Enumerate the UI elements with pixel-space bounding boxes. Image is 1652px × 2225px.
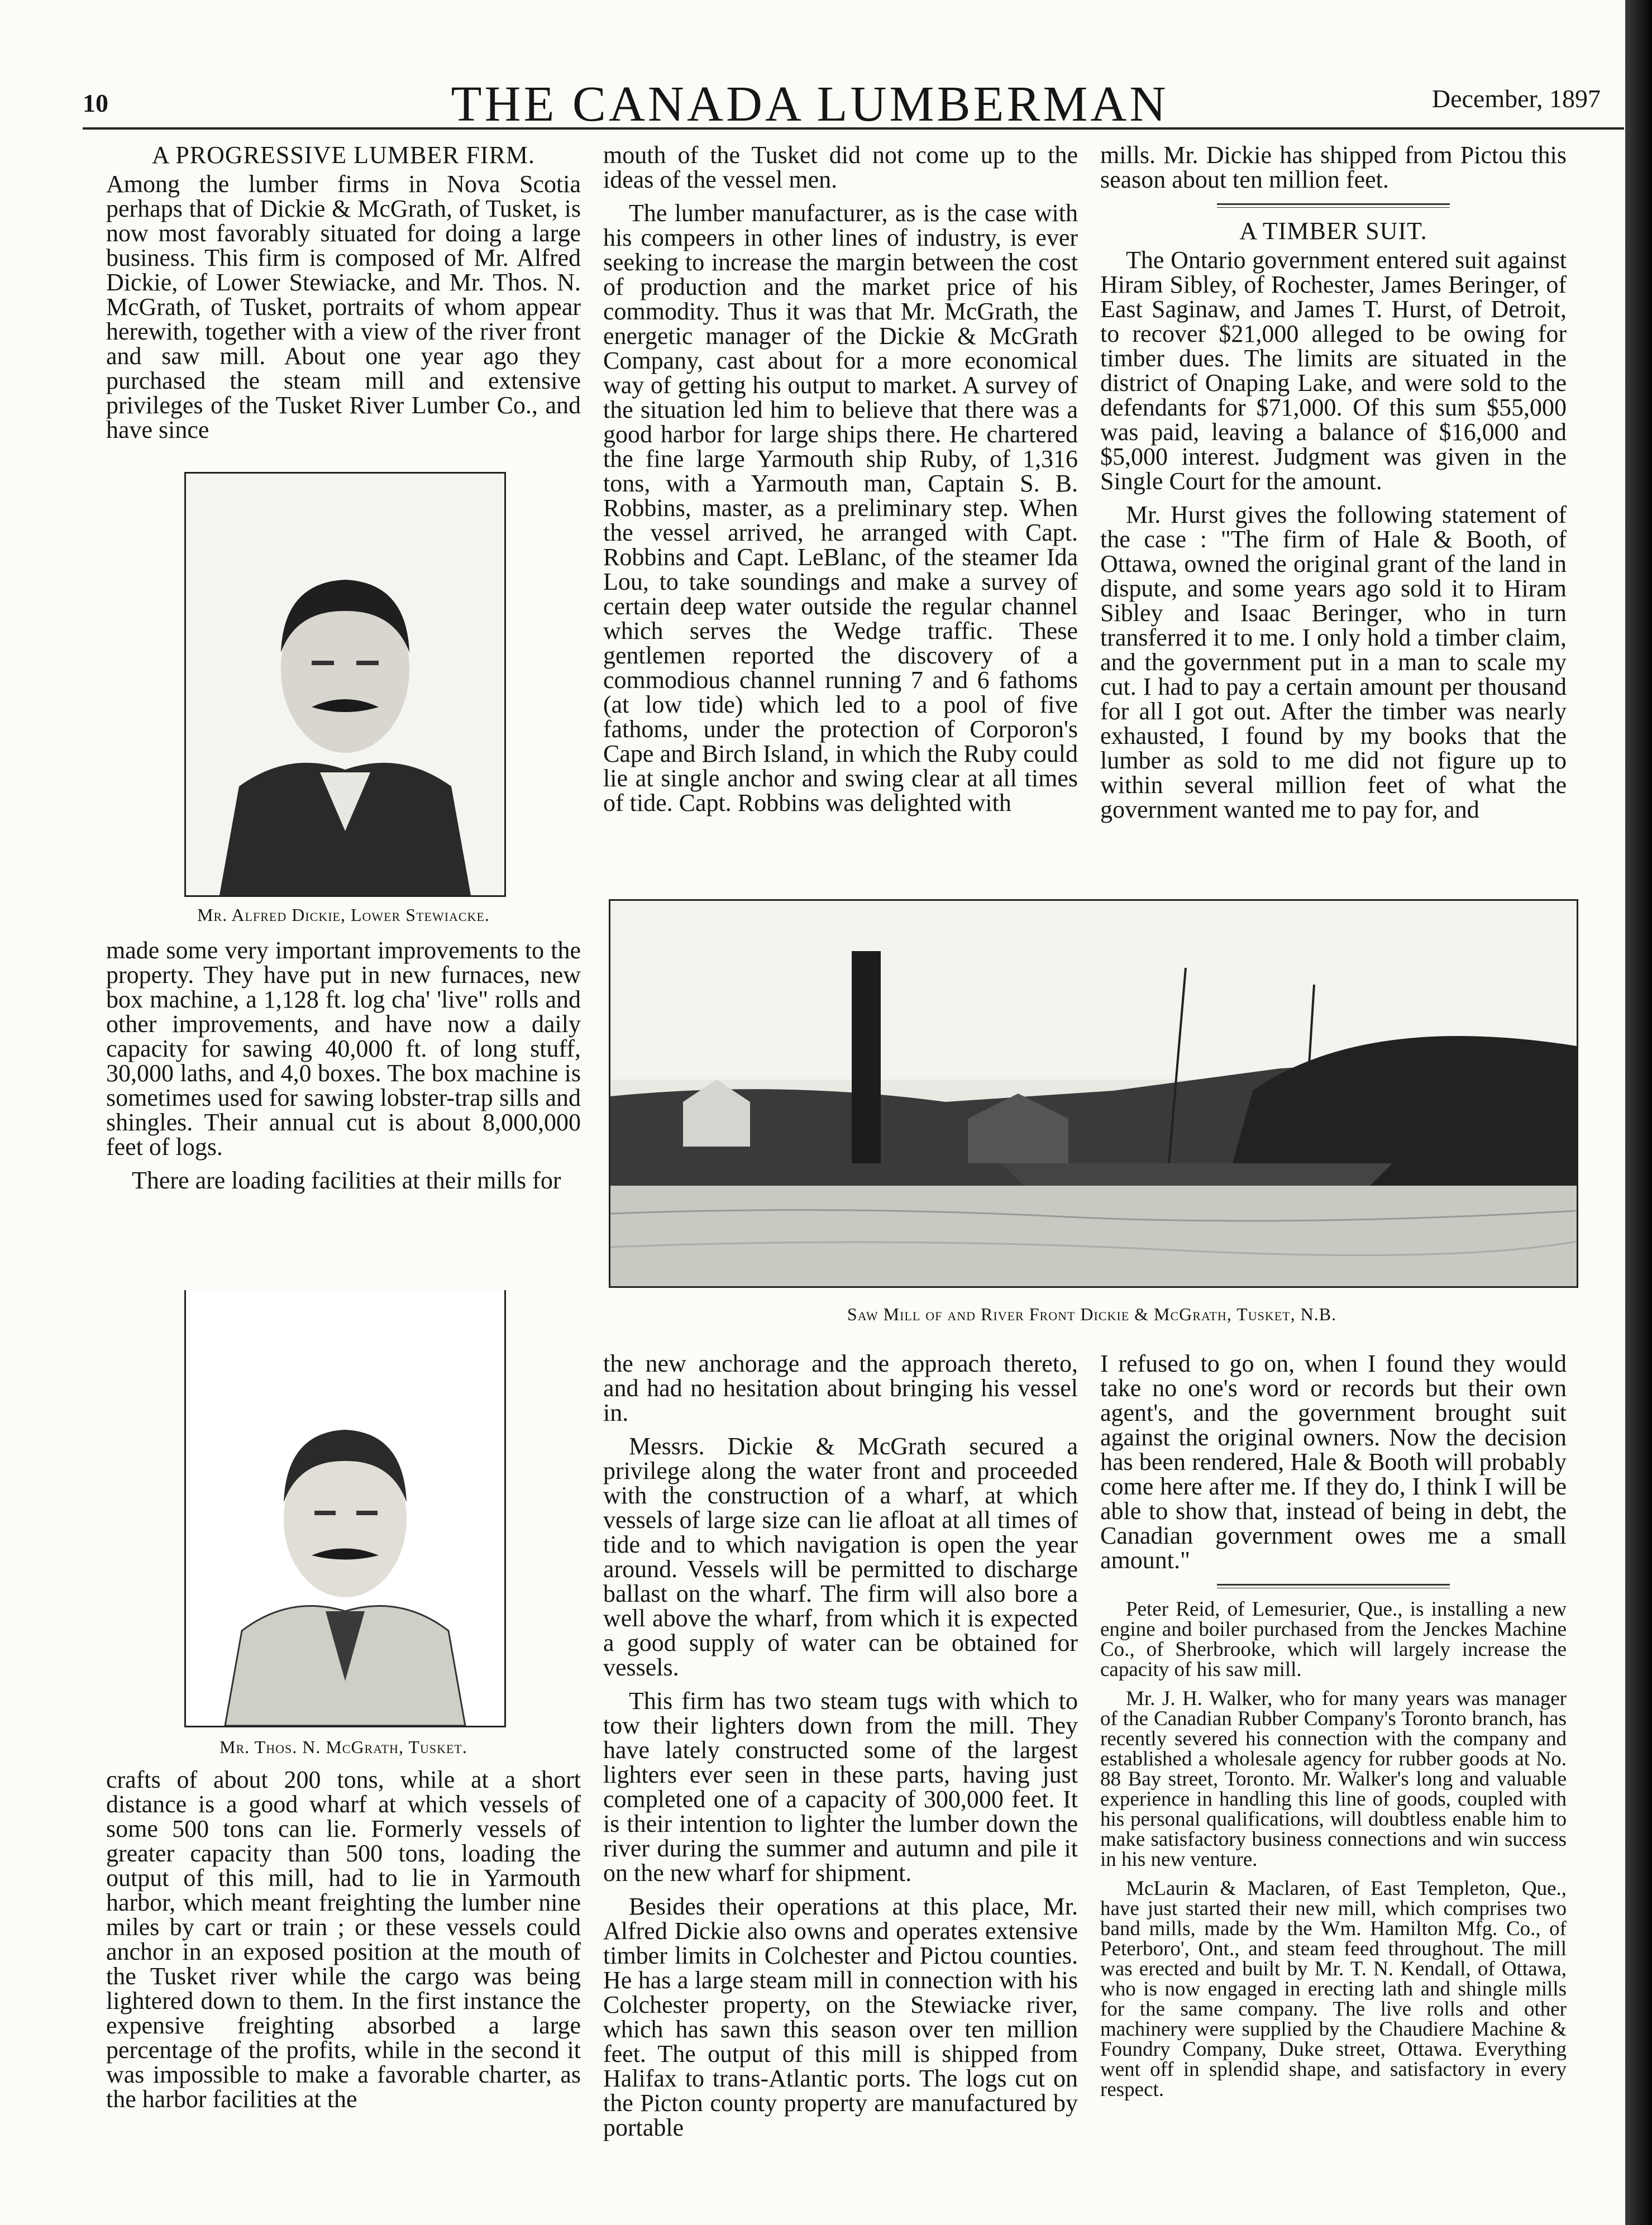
column-1-middle xyxy=(106,938,581,1202)
photo-saw-mill-river-front xyxy=(609,899,1578,1288)
column-1-bottom xyxy=(106,1768,581,2121)
article1-paragraph: mouth of the Tusket did not come up to the ideas of the vessel men. xyxy=(603,141,1078,193)
article1-paragraph: made some very important improvements to the property. They have put in new furnaces, new box machine, a 1,128 ft. log cha' 'live" rolls and other improvements, and have now a daily capacity for sawing 40,000 ft. of long stuff, 30,000 laths, and 4,0 boxes. The box machine is sometimes used for sawing lobster-trap sills and shingles. Their annual cut is about 8,000,000 feet of logs. xyxy=(106,937,581,1161)
article2-paragraph: I refused to go on, when I found they would take no one's word or records but their own agent's, and the government brought suit against the original owners. Now the decision has been rendered, Hale & Booth will probably come here after me. If they do, I think I will be able to show that, instead of being in debt, the Canadian government owes me a small amount." xyxy=(1100,1350,1567,1574)
saw-mill-image xyxy=(610,901,1577,1286)
column-1-top xyxy=(106,143,581,451)
news-note: Peter Reid, of Lemesurier, Que., is installing a new engine and boiler purchased from the Jenckes Machine Co., of Sherbrooke, which will largely increase the capacity of his saw mill. xyxy=(1100,1598,1567,1681)
article1-paragraph: There are loading facilities at their mills for xyxy=(132,1167,561,1194)
article1-paragraph: Among the lumber firms in Nova Scotia perhaps that of Dickie & McGrath, of Tusket, is now most favorably situated for doing a large business. This firm is composed of Mr. Alfred Dickie, of Lower Stewiacke, and Mr. Thos. N. McGrath, of Tusket, portraits of whom appear herewith, together with a view of the river front and saw mill. About one year ago they purchased the steam mill and extensive privileges of the Tusket River Lumber Co., and have since xyxy=(106,170,581,443)
column-3-bottom xyxy=(1100,1352,1567,2109)
caption-dickie: Mr. Alfred Dickie, Lower Stewiacke. xyxy=(197,905,490,925)
column-2-bottom xyxy=(603,1352,1078,2149)
article1-paragraph: Besides their operations at this place, Mr. Alfred Dickie also owns and operates extensive timber limits in Colchester and Pictou counties. He has a large steam mill in connection with his Colchester property, on the Stewiacke river, which has sawn this season over ten million feet. The output of this mill is shipped from Halifax to trans-Atlantic ports. The logs cut on the Picton county property are manufactured by portable xyxy=(603,1893,1078,2141)
article1-paragraph: the new anchorage and the approach thereto, and had no hesitation about bringing his vessel in. xyxy=(603,1350,1078,1426)
article1-paragraph: crafts of about 200 tons, while at a short distance is a good wharf at which vessels of some 500 tons can lie. Formerly vessels of greater capacity than 500 tons, loading the output of this mill, had to lie in Yarmouth harbor, which meant freighting the lumber nine miles by cart or train ; or these vessels could anchor in an exposed position at the mouth of the Tusket river while the cargo was being lightered down to them. In the first instance the expensive freighting absorbed a large percentage of the profits, while in the second it was impossible to make a favorable charter, as the harbor facilities at the xyxy=(106,1766,581,2113)
portrait-mcgrath-image xyxy=(186,1290,504,1726)
news-note: Mr. J. H. Walker, who for many years was manager of the Canadian Rubber Company's Toronto branch, has recently severed his connection with the company and established a wholesale agency for rubber goods at No. 88 Bay street, Toronto. Mr. Walker's long and valuable experience in handling this line of goods, coupled with his personal qualifications, will doubtless enable him to make satisfactory business connections and win success in his new venture. xyxy=(1100,1687,1567,1871)
portrait-alfred-dickie xyxy=(184,472,506,897)
article-title-progressive-lumber-firm: A PROGRESSIVE LUMBER FIRM. xyxy=(151,141,536,169)
article1-paragraph: mills. Mr. Dickie has shipped from Pictou this season about ten million feet. xyxy=(1100,141,1567,193)
article-title-timber-suit: A TIMBER SUIT. xyxy=(1239,217,1427,245)
article1-paragraph: This firm has two steam tugs with which to tow their lighters down from the mill. They have lately constructed some of the largest lighters ever seen in these parts, having just completed one of a capacity of 300,000 feet. It is their intention to lighter the lumber down the river during the summer and autumn and pile it on the new wharf for shipment. xyxy=(603,1687,1078,1887)
section-divider xyxy=(1217,203,1450,208)
column-3-top xyxy=(1100,143,1567,831)
scan-edge-shadow xyxy=(1625,0,1652,2225)
news-note: McLaurin & Maclaren, of East Templeton, Que., have just started their new mill, which comprises two band mills, made by the Wm. Hamilton Mfg. Co., of Peterboro', Ont., and steam feed throughout. The mill was erected and built by Mr. T. N. Kendall, of Ottawa, who is now engaged in erecting lath and shingle mills for the same company. The live rolls and other machinery were supplied by the Chaudiere Machine & Foundry Company, Duke street, Ottawa. Everything went off in splendid shape, and satisfactory in every respect. xyxy=(1100,1877,1567,2101)
article1-paragraph: Messrs. Dickie & McGrath secured a privilege along the water front and proceeded with the construction of a wharf, at which vessels of large size can lie afloat at all times of tide and to which navigation is open the year around. Vessels will be permitted to discharge ballast on the wharf. The firm will also bore a well above the wharf, from which it is expected a good supply of water can be obtained for vessels. xyxy=(603,1433,1078,1681)
caption-saw-mill: Saw Mill of and River Front Dickie & McGrath, Tusket, N.B. xyxy=(847,1304,1337,1324)
column-2-top xyxy=(603,143,1078,824)
article2-paragraph: The Ontario government entered suit against Hiram Sibley, of Rochester, James Beringer, of East Saginaw, and James T. Hurst, of Detroit, to recover $21,000 alleged to be owing for timber dues. The limits are situated in the district of Onaping Lake, and were sold to the defendants for $71,000. Of this sum $55,000 was paid, leaving a balance of $16,000 and $5,000 interest. Judgment was given in the Single Court for the amount. xyxy=(1100,246,1567,495)
section-divider xyxy=(1217,1584,1450,1588)
header-rule xyxy=(83,127,1624,130)
masthead-title: THE CANADA LUMBERMAN xyxy=(451,77,1169,132)
page-number: 10 xyxy=(83,89,108,117)
portrait-dickie-image xyxy=(186,474,504,895)
caption-mcgrath: Mr. Thos. N. McGrath, Tusket. xyxy=(219,1737,467,1757)
article2-paragraph: Mr. Hurst gives the following statement of the case : "The firm of Hale & Booth, of Ottawa, owned the original grant of the land in dispute, and some years ago sold it to Hiram Sibley and Isaac Beringer, who in turn transferred it to me. I only hold a timber claim, and the government put in a man to scale my cut. I had to pay a certain amount per thousand for all I got out. After the timber was nearly exhausted, I found by my books that the lumber as sold to me did not figure up to within several million feet of what the government wanted me to pay for, and xyxy=(1100,501,1567,823)
issue-date: December, 1897 xyxy=(1431,84,1601,113)
portrait-thos-mcgrath xyxy=(184,1290,506,1727)
article1-paragraph: The lumber manufacturer, as is the case with his compeers in other lines of industry, is ever seeking to increase the margin between the cost of production and the market price of his commodity. Thus it was that Mr. McGrath, the energetic manager of the Dickie & McGrath Company, cast about for a more economical way of getting his output to market. A survey of the situation led him to believe that there was a good harbor for large ships there. He chartered the fine large Yarmouth ship Ruby, of 1,316 tons, with a Yarmouth man, Captain S. B. Robbins, master, as a preliminary step. When the vessel arrived, he arranged with Capt. Robbins and Capt. LeBlanc, of the steamer Ida Lou, to take soundings and make a survey of certain deep water outside the regular channel which serves the Wedge traffic. These gentlemen reported the discovery of a commodious channel running 7 and 6 fathoms (at low tide) which led to a pool of five fathoms, under the protection of Corporon's Cape and Birch Island, in which the Ruby could lie at single anchor and swing clear at all times of tide. Capt. Robbins was delighted with xyxy=(603,199,1078,817)
